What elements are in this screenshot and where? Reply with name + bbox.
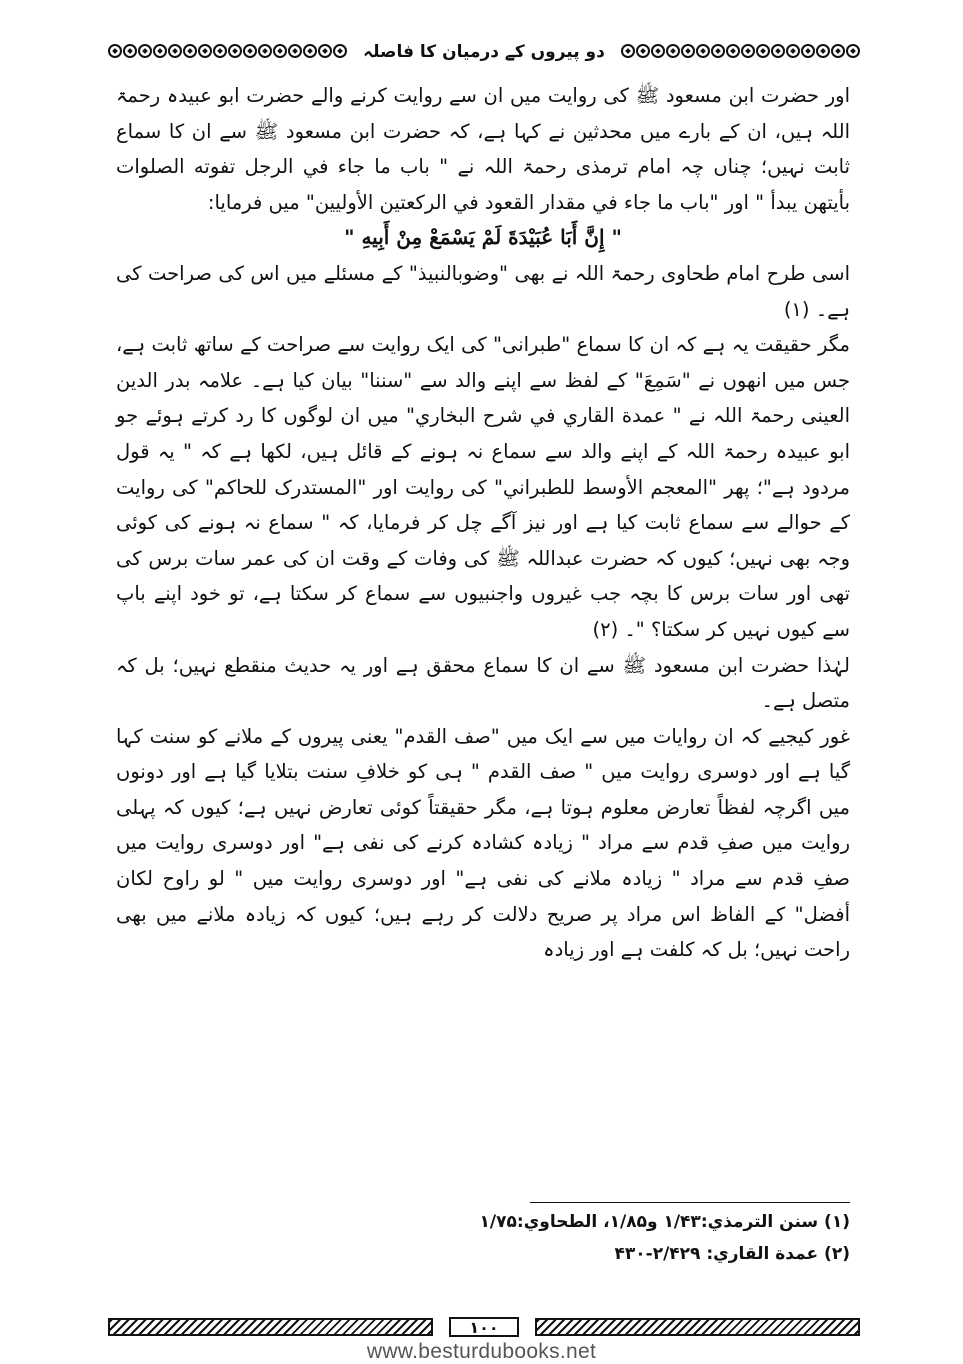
page-footer — [108, 1316, 860, 1338]
running-header — [108, 36, 860, 66]
page-number: ۱۰۰ — [449, 1317, 519, 1337]
paragraph-1: اور حضرت ابن مسعود ﷺ کی روایت میں ان سے روایت کرنے والے حضرت ابو عبیدہ رحمۃ اللہ ہیں، ان کے بارے میں محدثین نے کہا ہے، کہ حضرت ابن مسعود ﷺ سے ان کا سماع ثابت نہیں؛ چناں چہ امام ترمذی رحمۃ اللہ نے " باب ما جاء في الرجل تفوته الصلوات بأيتهن يبدأ " اور "باب ما جاء في مقدار القعود في الركعتين الأوليين" میں فرمایا: — [116, 84, 850, 214]
paragraph-3: مگر حقیقت یہ ہے کہ ان کا سماع "طبرانی" کی ایک روایت سے صراحت کے ساتھ ثابت ہے، جس میں انھوں نے "سَمِعَ" کے لفظ سے اپنے والد سے "سننا" بیان کیا ہے۔ علامہ بدر الدین العینی رحمۃ اللہ نے " عمدة القاري في شرح البخاري" میں ان لوگوں کا رد کرتے ہوئے جو ابو عبیدہ رحمۃ اللہ کے اپنے والد سے سماع نہ ہونے کے قائل ہیں، لکھا ہے کہ " یہ قول مردود ہے"؛ پھر "المعجم الأوسط للطبراني" کی روایت اور "المستدرک للحاکم" کی روایت کے حوالے سے سماع ثابت کیا ہے اور نیز آگے چل کر فرمایا، کہ " سماع نہ ہونے کی کوئی وجہ بھی نہیں؛ کیوں کہ حضرت عبداللہ ﷺ کی وفات کے وقت ان کی عمر سات برس کی تھی اور سات برس کا بچہ جب غیروں واجنبیوں سے سماع کر سکتا ہے، تو خود اپنے باپ سے کیوں نہیں کر سکتا؟ "۔ (۲) — [116, 333, 850, 641]
main-text — [116, 78, 850, 968]
footer-ornament-right — [535, 1318, 860, 1336]
footnote-1: (۱) سنن الترمذي:۱/۴۳ و۱/۸۵، الطحاوي:۱/۷۵ — [479, 1212, 850, 1232]
paragraph-4: لہٰذا حضرت ابن مسعود ﷺ سے ان کا سماع محقق ہے اور یہ حدیث منقطع نہیں؛ بل کہ متصل ہے۔ — [116, 653, 850, 713]
paragraph-2: اسی طرح امام طحاوی رحمۃ اللہ نے بھی "وضوبالنبیذ" کے مسئلے میں اس کی صراحت کی ہے۔ (۱) — [116, 261, 850, 321]
chapter-title: دو پیروں کے درمیان کا فاصلہ — [363, 41, 605, 62]
footer-ornament-left — [108, 1318, 433, 1336]
footnotes — [116, 1206, 850, 1270]
paragraph-5: غور کیجیے کہ ان روایات میں سے ایک میں "صف القدم" یعنی پیروں کے ملانے کو سنت کہا گیا ہے اور دوسری روایت میں " صف القدم " ہی کو خلافِ سنت بتلایا گیا ہے اور دونوں میں اگرچہ لفظاً تعارض معلوم ہوتا ہے، مگر حقیقتاً کوئی تعارض نہیں ہے؛ کیوں کہ پہلی روایت میں صفِ قدم سے مراد " زیادہ کشادہ کرنے کی نفی ہے" اور دوسری روایت میں صفِ قدم سے مراد " زیادہ ملانے کی نفی ہے" اور دوسری روایت میں " لو راوح لكان أفضل" کے الفاظ اس مراد پر صریح دلالت کر رہے ہیں؛ کیوں کہ زیادہ ملانے میں بھی راحت نہیں؛ بل کہ کلفت ہے اور زیادہ — [116, 724, 850, 962]
footnote-divider — [530, 1202, 850, 1203]
header-ornament-left — [108, 44, 347, 58]
footnote-2: (۲) عمدة القاري: ۲/۴۲۹-۴۳۰ — [614, 1244, 850, 1264]
quoted-arabic-line: " إِنَّ أَبَا عُبَيْدَةَ لَمْ يَسْمَعْ مِنْ أَبِيهِ " — [344, 225, 622, 250]
header-ornament-right — [621, 44, 860, 58]
site-watermark: www.besturdubooks.net — [366, 1340, 597, 1363]
